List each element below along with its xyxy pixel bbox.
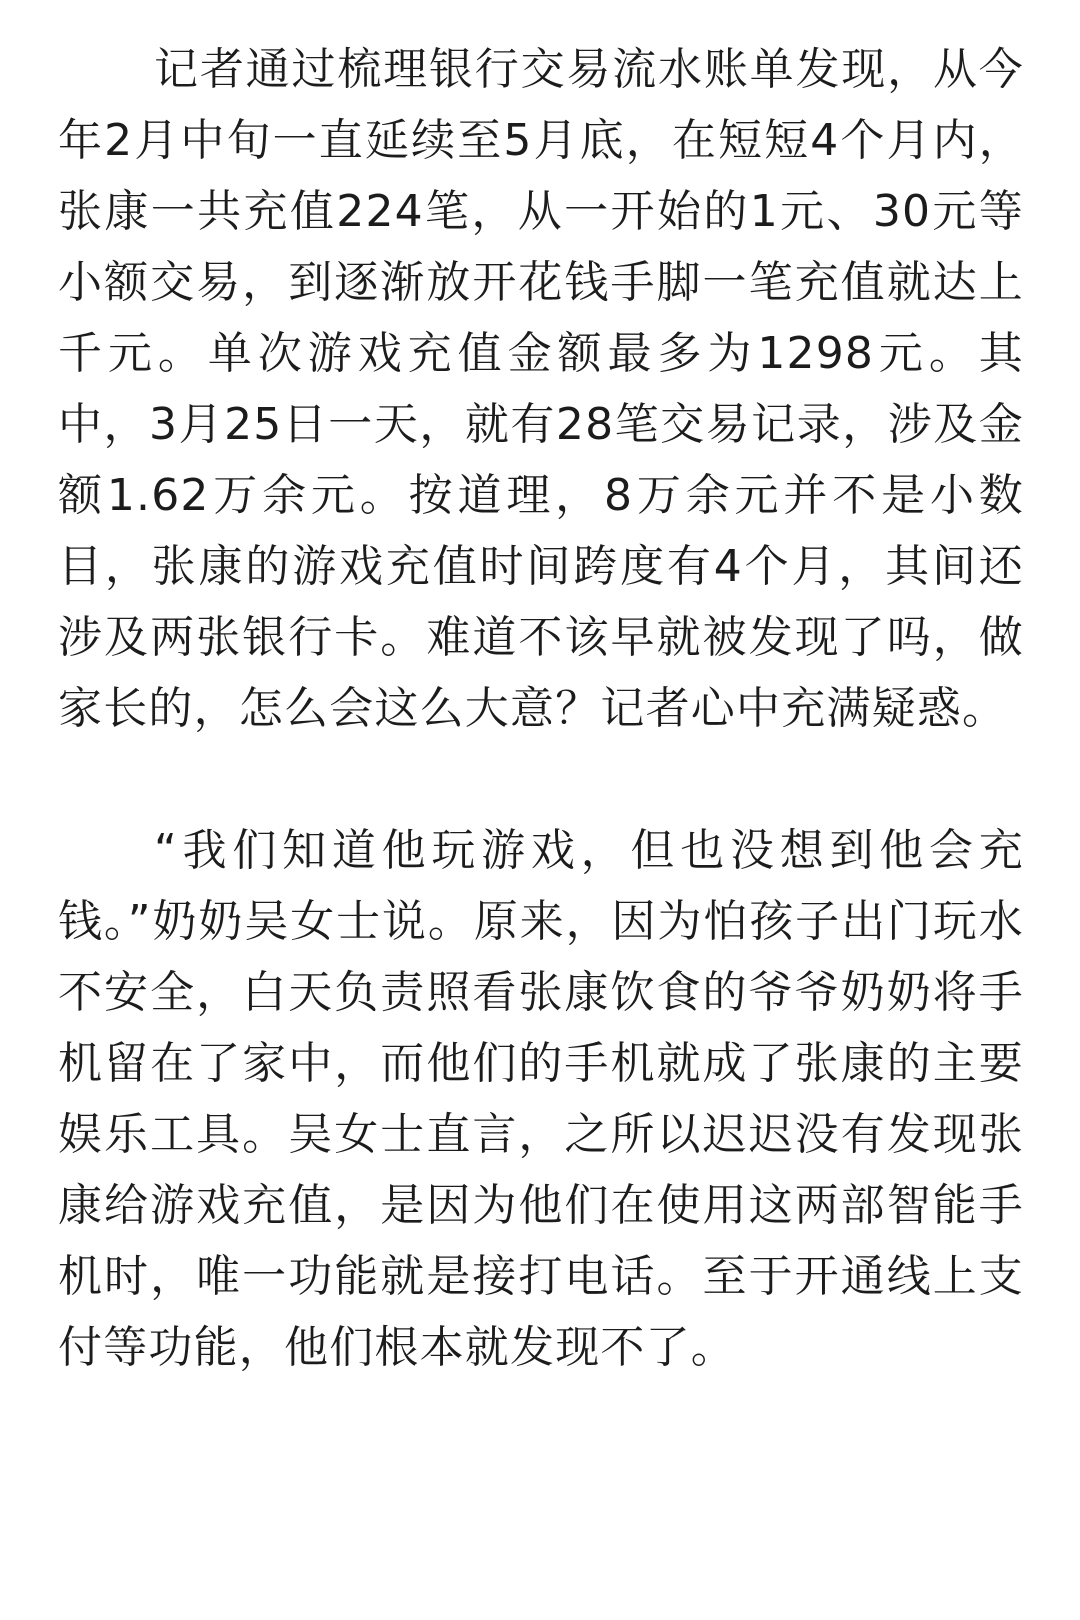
- article-paragraph: “我们知道他玩游戏，但也没想到他会充钱。”奶奶吴女士说。原来，因为怕孩子出门玩水不安全，白天负责照看张康饮食的爷爷奶奶将手机留在了家中，而他们的手机就成了张康的主要娱乐工具。吴女士直言，之所以迟迟没有发现张康给游戏充值，是因为他们在使用这两部智能手机时，唯一功能就是接打电话。至于开通线上支付等功能，他们根本就发现不了。: [58, 825, 1024, 1373]
- article-paragraph: 记者通过梳理银行交易流水账单发现，从今年2月中旬一直延续至5月底，在短短4个月内，张康一共充值224笔，从一开始的1元、30元等小额交易，到逐渐放开花钱手脚一笔充值就达上千元。单次游戏充值金额最多为1298元。其中，3月25日一天，就有28笔交易记录，涉及金额1.62万余元。按道理，8万余元并不是小数目，张康的游戏充值时间跨度有4个月，其间还涉及两张银行卡。难道不该早就被发现了吗，做家长的，怎么会这么大意？记者心中充满疑惑。: [58, 44, 1024, 734]
